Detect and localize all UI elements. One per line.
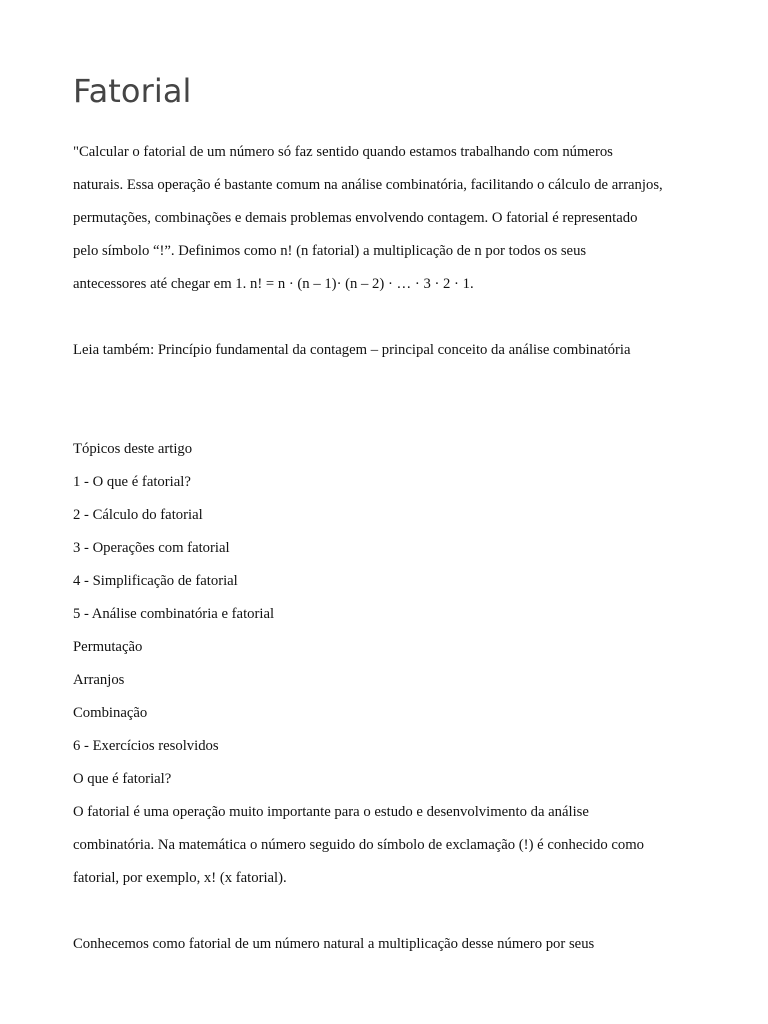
toc-item[interactable]: 5 - Análise combinatória e fatorial <box>73 606 275 622</box>
toc-item[interactable]: 6 - Exercícios resolvidos <box>73 738 219 754</box>
intro-line: "Calcular o fatorial de um número só faz sentido quando estamos trabalhando com números <box>73 144 613 160</box>
toc-list <box>73 466 713 763</box>
intro-line: permutações, combinações e demais problemas envolvendo contagem. O fatorial é representado <box>73 210 638 226</box>
section-line: Conhecemos como fatorial de um número natural a multiplicação desse número por seus <box>73 936 595 952</box>
section-paragraph <box>73 928 713 961</box>
toc-item[interactable]: 2 - Cálculo do fatorial <box>73 507 203 523</box>
toc-item[interactable]: Arranjos <box>73 672 125 688</box>
spacer <box>73 367 713 433</box>
document-page <box>73 70 713 961</box>
toc-item[interactable]: 1 - O que é fatorial? <box>73 474 191 490</box>
section-paragraph <box>73 796 713 895</box>
toc-item[interactable]: 3 - Operações com fatorial <box>73 540 230 556</box>
intro-line: naturais. Essa operação é bastante comum na análise combinatória, facilitando o cálculo de arranjos, <box>73 177 663 193</box>
section-line: O fatorial é uma operação muito importante para o estudo e desenvolvimento da análise <box>73 804 589 820</box>
spacer <box>73 301 713 334</box>
section-line: combinatória. Na matemática o número seguido do símbolo de exclamação (!) é conhecido como <box>73 837 644 853</box>
toc-item[interactable]: 4 - Simplificação de fatorial <box>73 573 238 589</box>
intro-paragraph <box>73 136 713 301</box>
toc-heading: Tópicos deste artigo <box>73 441 193 457</box>
toc-item[interactable]: Permutação <box>73 639 143 655</box>
toc-item[interactable]: Combinação <box>73 705 148 721</box>
section-line: fatorial, por exemplo, x! (x fatorial). <box>73 870 287 886</box>
spacer <box>73 895 713 928</box>
read-also-link[interactable]: Leia também: Princípio fundamental da contagem – principal conceito da análise combinatória <box>73 342 631 358</box>
page-title: Fatorial <box>73 72 192 110</box>
section-heading: O que é fatorial? <box>73 771 172 787</box>
intro-line: pelo símbolo “!”. Definimos como n! (n fatorial) a multiplicação de n por todos os seus <box>73 243 587 259</box>
intro-line: antecessores até chegar em 1. n! = n · (n – 1)· (n – 2) · … · 3 · 2 · 1. <box>73 276 474 292</box>
